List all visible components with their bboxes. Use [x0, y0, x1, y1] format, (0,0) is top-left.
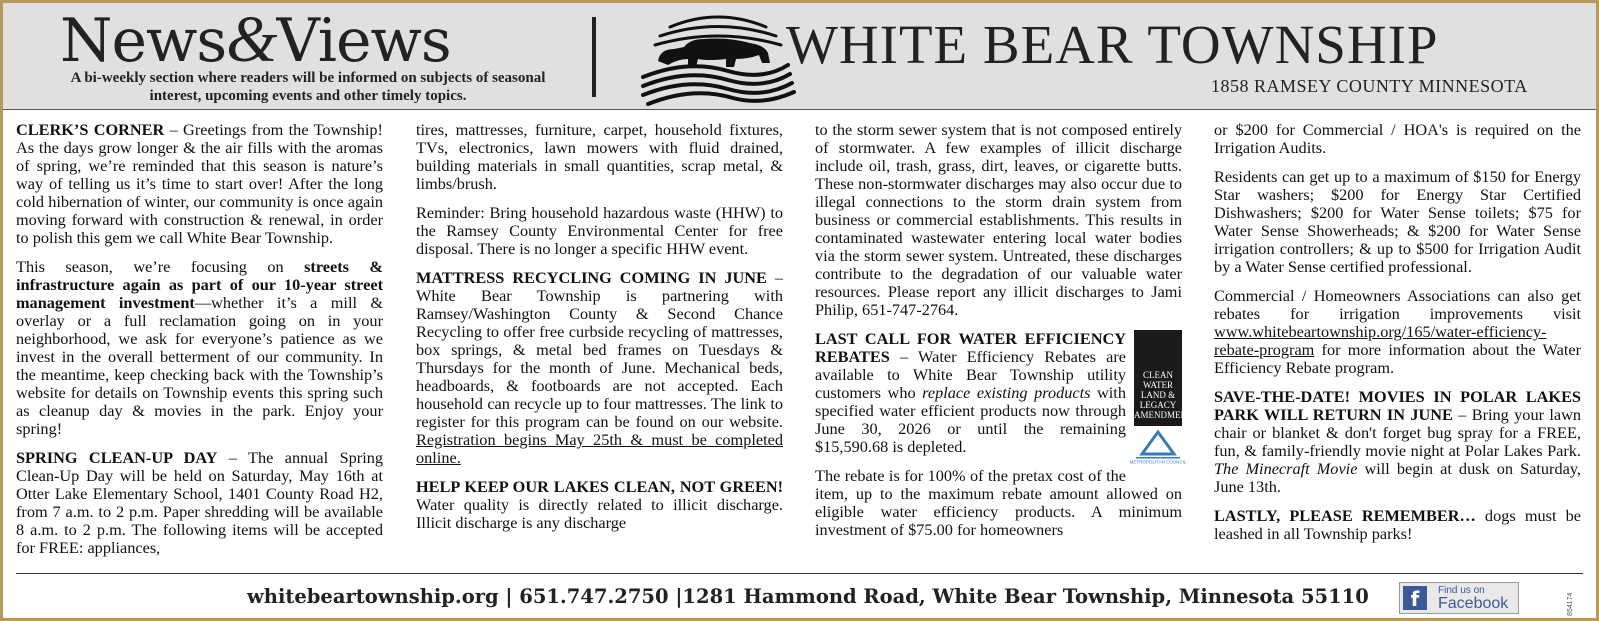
cleanup-heading: SPRING CLEAN-UP DAY [16, 448, 218, 467]
clean-water-logo: CLEAN WATER LAND & LEGACY AMENDMENT [1134, 330, 1182, 426]
mattress-heading: MATTRESS RECYCLING COMING IN JUNE [416, 268, 767, 287]
facebook-label: Facebook [1438, 595, 1509, 612]
season-bold: streets & infrastructure again as part of our 10-year street management investment [16, 257, 383, 312]
rebate-program-link[interactable]: www.whitebeartownship.org/165/water-efficiency-rebate-program [1214, 322, 1547, 359]
rebate-heading: LAST CALL FOR WATER EFFICIENCY REBATES [815, 329, 1126, 366]
mattress-registration-link[interactable]: Registration begins May 25th & must be completed online. [416, 430, 783, 467]
hhw-reminder: Reminder: Bring household hazardous waste (HHW) to the Ramsey County Environmental Center for free disposal. There is no longer a specific HHW event. [416, 203, 783, 258]
title-views: Views [276, 6, 451, 76]
lastly-body: dogs must be leashed in all Township parks! [1214, 506, 1581, 543]
movies-text-a: – Bring your lawn chair or blanket & don't forget bug spray for a FREE, fun, & family-friendly movie night at Polar Lakes Park. [1214, 405, 1582, 460]
column-2 [416, 121, 783, 543]
season-text-b: —whether it’s a mill & overlay or a full reclamation going on in your neighborhood, we ask for everyone’s patience as we invest in the overall betterment of our community. In the meantime, keep checking back with the Township’s website for details on Township events this spring such as cleanup day & movies in the park. Enjoy your spring! [16, 293, 384, 438]
clerks-corner [16, 121, 383, 247]
footer-contact[interactable]: whitebeartownship.org | 651.747.2750 |1281 Hammond Road, White Bear Township, Minnesota 55110 [247, 585, 1369, 608]
facebook-find-us: Find us on [1438, 585, 1485, 596]
cleanup-day [16, 449, 383, 557]
section-title [60, 3, 451, 76]
column-1 [16, 121, 383, 568]
clerks-corner-heading: CLERK’S CORNER [16, 120, 165, 139]
movies-text-b: will begin at dusk on Saturday, June 13th. [1214, 459, 1581, 496]
resident-rebates: Residents can get up to a maximum of $150 for Energy Star washers; $200 for Energy Star Certified Dishwashers; $200 for Water Sense toilets; $75 for Water Sense Showerheads; & $200 for Water Sense irrigation controllers; & up to $500 for Irrigation Audit by a Water Sense certified professional. [1214, 167, 1581, 276]
movie-title: The Minecraft Movie [1214, 459, 1358, 478]
title-ampersand: & [226, 3, 277, 76]
header-divider [592, 17, 596, 97]
rebate-text-b: with specified water efficient products now through June 30, 2026 or until the remaining $15,590.68 is depleted. [815, 383, 1126, 456]
water-rebates [815, 330, 1182, 456]
movies-in-park [1214, 388, 1581, 496]
hoa-text-b: for more information about the Water Efficiency Rebate program. [1214, 340, 1581, 377]
hoa-text-a: Commercial / Homeowners Associations can also get rebates for irrigation improvements visit [1214, 286, 1581, 323]
ad-number: 854174 [1567, 592, 1574, 616]
lakes-body: Water quality is directly related to illicit discharge. Illicit discharge is any discharge [416, 495, 783, 532]
footer-rule [16, 573, 1583, 574]
hoa-rebates [1214, 287, 1581, 377]
column-4 [1214, 121, 1581, 554]
rebate-italic: replace existing products [922, 383, 1091, 402]
lakes-clean [416, 478, 783, 532]
township-subtitle: 1858 RAMSEY COUNTY MINNESOTA [1211, 76, 1528, 96]
section-subtitle: A bi-weekly section where readers will be informed on subjects of seasonal interest, upcoming events and other timely topics. [70, 70, 546, 104]
commercial-audit: or $200 for Commercial / HOA's is required on the Irrigation Audits. [1214, 120, 1581, 157]
mattress-recycling [416, 269, 783, 467]
metropolitan-council-logo [1129, 430, 1187, 465]
rebate-percentage: The rebate is for 100% of the pretax cost of the item, up to the maximum rebate amount allowed on eligible water efficiency products. A minimum investment of $75.00 for homeowners [815, 466, 1182, 539]
township-name: WHITE BEAR TOWNSHIP [786, 14, 1439, 75]
metropolitan-council-text: METROPOLITAN COUNCIL [1129, 459, 1187, 465]
accepted-items: tires, mattresses, furniture, carpet, household fixtures, TVs, electronics, lawn mowers with fluid drained, building materials in small quantities, scrap metal, & limbs/brush. [416, 120, 783, 193]
mattress-body: – White Bear Township is partnering with Ramsey/Washington County & Second Chance Recycling to offer free curbside recycling of mattresses, box springs, & metal bed frames on Tuesdays & Thursdays for the month of June. Mechanical beds, headboards, & footboards are not accepted. Each household can recycle up to four mattresses. The link to register for this program can be found on our website. [416, 268, 783, 431]
lastly-heading: LASTLY, PLEASE REMEMBER… [1214, 506, 1476, 525]
logos [1129, 330, 1193, 468]
facebook-badge[interactable] [1399, 582, 1519, 614]
clerks-corner-body: – Greetings from the Township! As the days grow longer & the air fills with the aromas of spring, we’re reminded that this season is nature’s way of telling us it’s time to start over! After the long cold hibernation of winter, our community is once again moving forward with construction & renewal, in order to polish this gem we call White Bear Township. [16, 120, 383, 247]
movies-heading: SAVE-THE-DATE! MOVIES IN POLAR LAKES PARK WILL RETURN IN JUNE [1214, 387, 1581, 424]
lakes-heading: HELP KEEP OUR LAKES CLEAN, NOT GREEN! [416, 477, 783, 496]
season-paragraph [16, 258, 383, 438]
lastly-remember [1214, 507, 1581, 543]
column-3 [815, 120, 1193, 550]
cleanup-body: – The annual Spring Clean-Up Day will be held on Saturday, May 16th at Otter Lake Elementary School, 1401 County Road H2, from 7 a.m. to 2 p.m. Paper shredding will be available 8 a.m. to 2 p.m. The following items will be accepted for FREE: appliances, [16, 448, 384, 557]
storm-sewer-paragraph: to the storm sewer system that is not composed entirely of stormwater. A few examples of illicit discharge include oil, trash, grass, dirt, leaves, or cigarette butts. These non-stormwater discharges may also occur due to illegal connections to the storm drain system from business or commercial establishments. This results in contaminated wastewater entering local water bodies via the storm sewer system. Untreated, these discharges contribute to the degradation of our valuable water resources. Please report any illicit discharges to Jami Philip, 651-747-2764. [815, 120, 1182, 319]
facebook-icon: f [1403, 586, 1427, 610]
season-text-a: This season, we’re focusing on [16, 257, 305, 276]
rebate-text-a: – Water Efficiency Rebates are available to White Bear Township utility customers who [815, 347, 1126, 402]
bear-logo-icon [638, 9, 798, 109]
header-band [3, 3, 1596, 110]
title-news: News [60, 6, 227, 76]
